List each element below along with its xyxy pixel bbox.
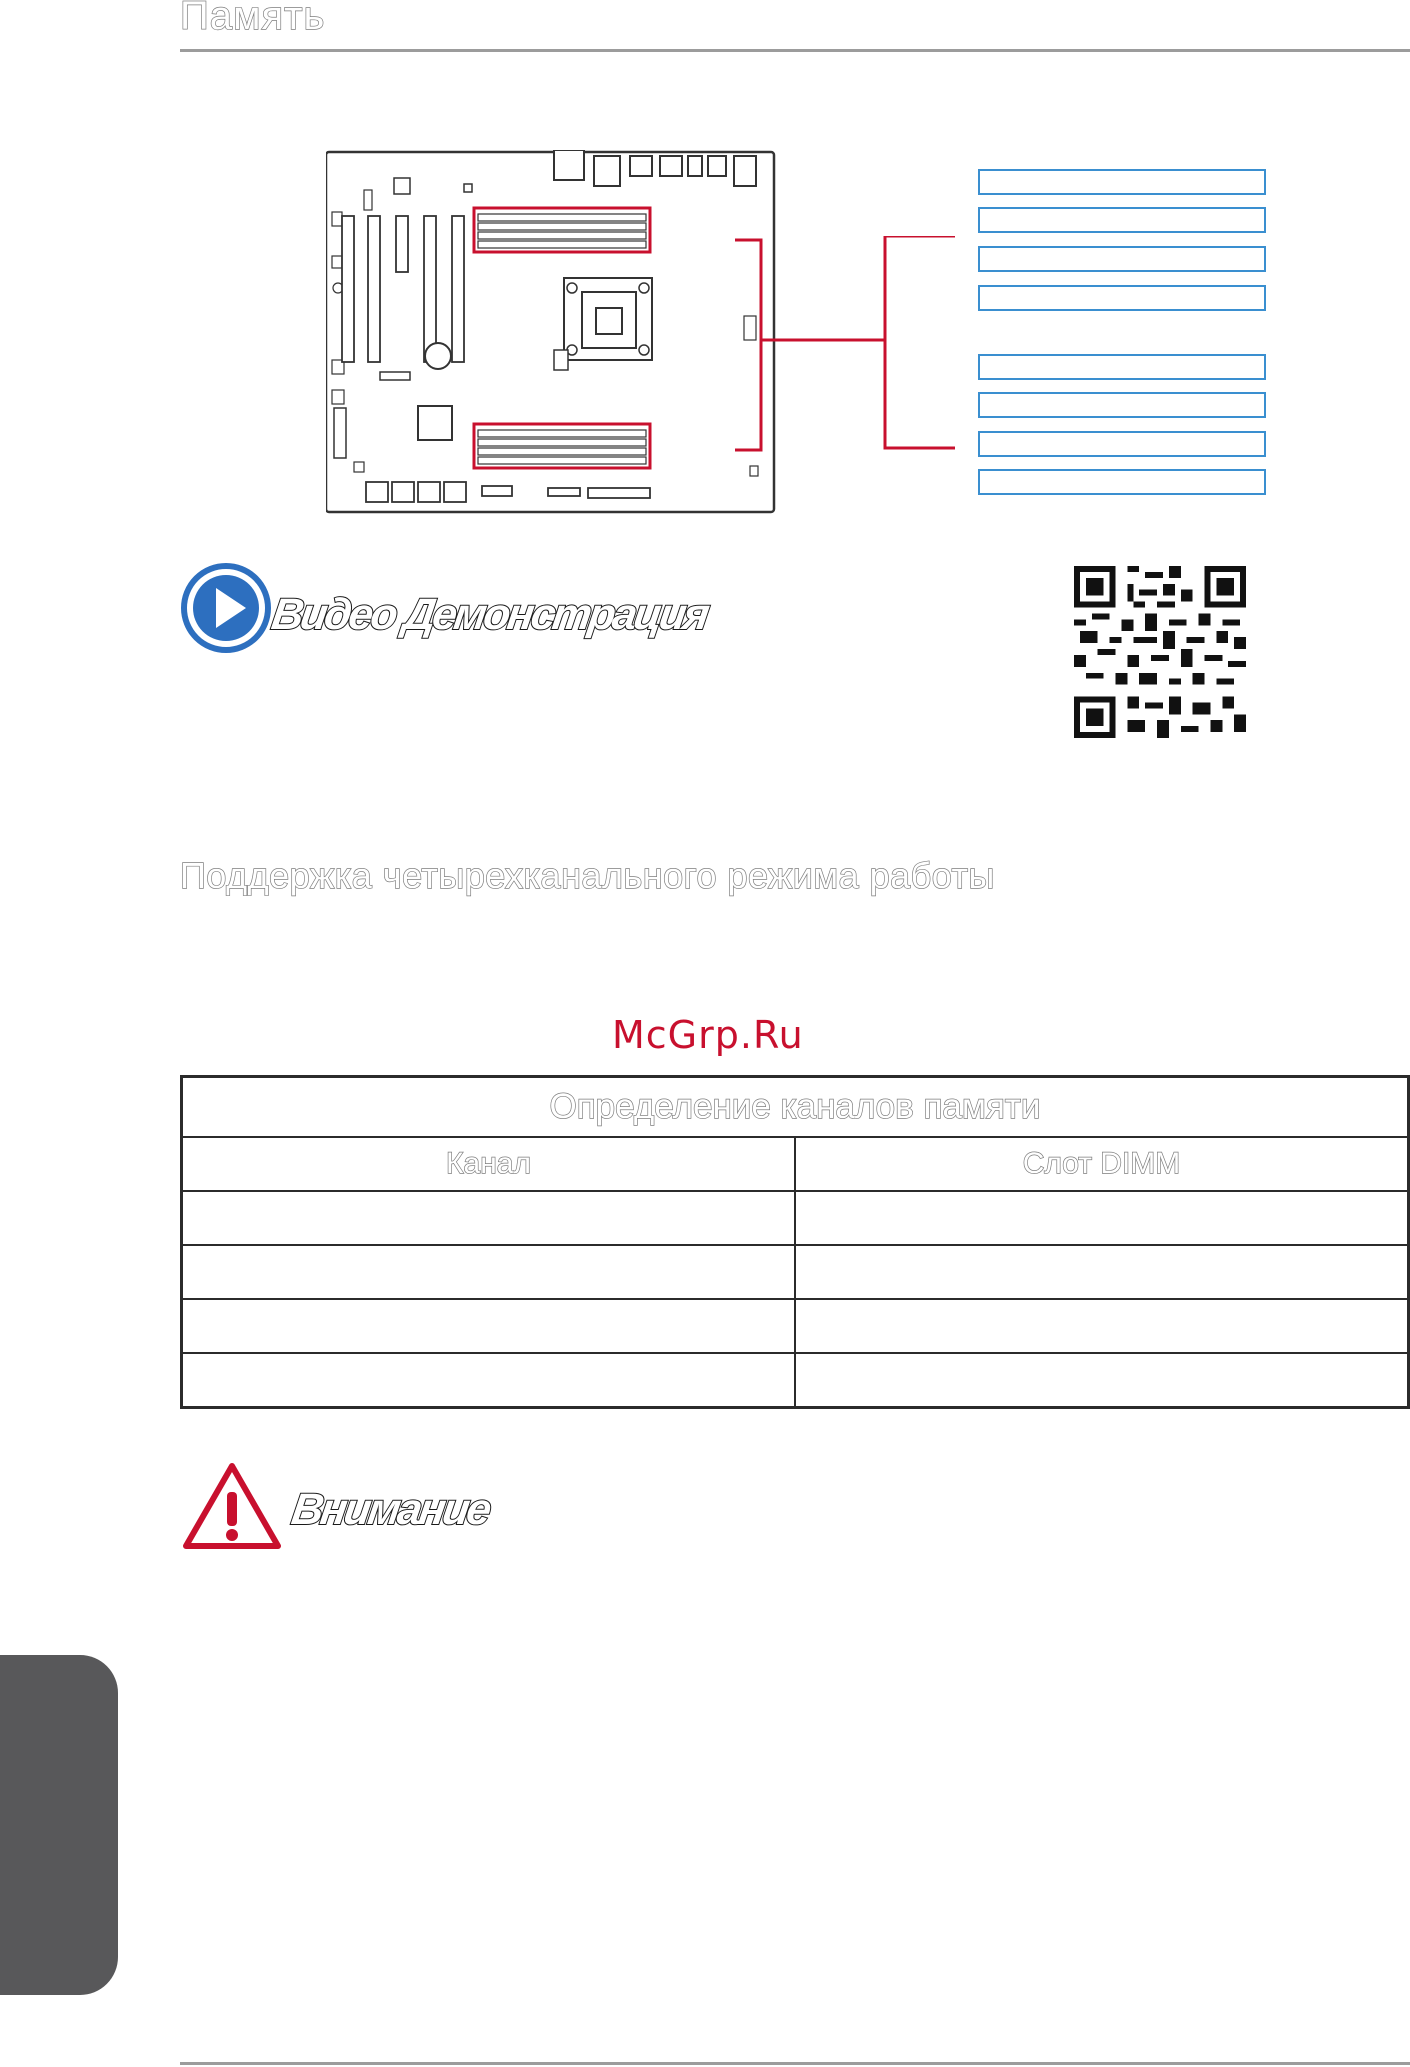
table-cell — [795, 1191, 1409, 1245]
dimm-label-box — [978, 431, 1266, 457]
memory-channel-table — [180, 1075, 1410, 1409]
dimm-label-box — [978, 246, 1266, 272]
footer-divider — [180, 2062, 1410, 2065]
table-cell — [182, 1353, 796, 1408]
table-row — [182, 1191, 1409, 1245]
table-cell — [182, 1245, 796, 1299]
column-header-dimm-slot: Слот DIMM — [795, 1137, 1409, 1191]
table-row — [182, 1245, 1409, 1299]
table-row — [182, 1353, 1409, 1408]
page-title: Память — [180, 0, 326, 38]
play-icon[interactable] — [180, 562, 272, 654]
dimm-label-box — [978, 169, 1266, 195]
qr-code-image[interactable] — [1074, 566, 1246, 738]
dimm-label-box — [978, 354, 1266, 380]
motherboard-diagram — [326, 150, 786, 516]
warning-icon — [180, 1460, 284, 1554]
table-row — [182, 1299, 1409, 1353]
language-side-tab — [0, 1655, 118, 1995]
table-cell — [795, 1353, 1409, 1408]
dimm-label-box — [978, 207, 1266, 233]
table-cell — [795, 1245, 1409, 1299]
table-caption: Определение каналов памяти — [182, 1077, 1409, 1138]
dimm-label-box — [978, 469, 1266, 495]
table-cell — [182, 1299, 796, 1353]
dimm-label-box — [978, 392, 1266, 418]
table-cell — [182, 1191, 796, 1245]
warning-title: Внимание — [288, 1485, 492, 1534]
column-header-channel: Канал — [182, 1137, 796, 1191]
video-demo-title: Видео Демонстрация — [268, 590, 710, 639]
subsection-title: Поддержка четырехканального режима работы — [180, 855, 995, 896]
watermark: McGrp.Ru — [612, 1013, 804, 1057]
table-cell — [795, 1299, 1409, 1353]
dimm-label-box — [978, 285, 1266, 311]
title-divider — [180, 49, 1410, 52]
channel-connector-lines — [735, 236, 980, 496]
